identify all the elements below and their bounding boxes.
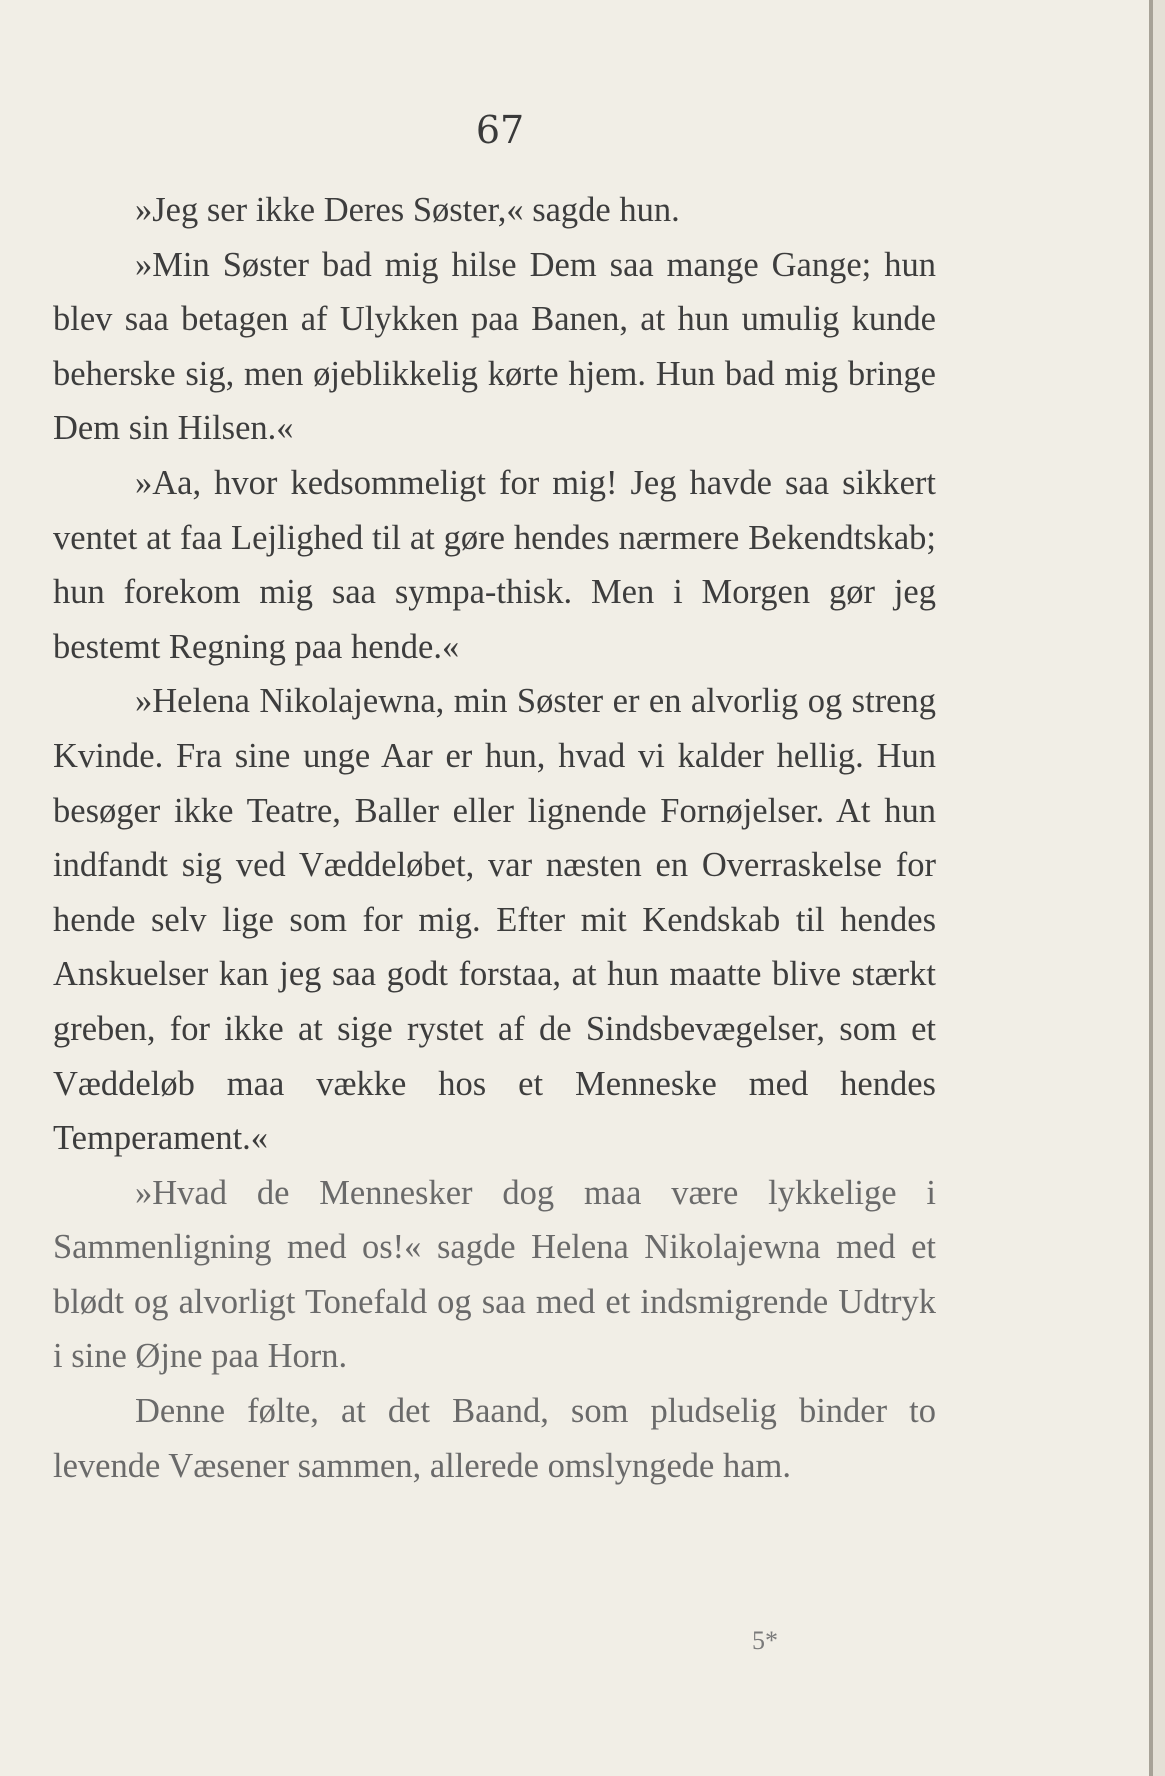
printer-signature: 5* xyxy=(752,1626,778,1655)
paragraph: »Helena Nikolajewna, min Søster er en alvorlig og streng Kvinde. Fra sine unge Aar er hun, hvad vi kalder hellig. Hun besøger ikke Teatre, Baller eller lignende Fornøjelser. At hun indfandt sig ved Væddeløbet, var næsten en Overraskelse for hende selv lige som for mig. Efter mit Kendskab til hendes Anskuelser kan jeg saa godt forstaa, at hun maatte blive stærkt greben, for ikke at sige rystet af de Sindsbevægelser, som et Væddeløb maa vække hos et Menneske med hendes Temperament.« xyxy=(53,682,936,1158)
body-text xyxy=(53,183,936,1493)
paragraph: »Aa, hvor kedsommeligt for mig! Jeg havde saa sikkert ventet at faa Lejlighed til at gøre hendes nærmere Bekendtskab; hun forekom mig saa sympa-thisk. Men i Morgen gør jeg bestemt Regning paa hende.« xyxy=(53,463,936,666)
page-number: 67 xyxy=(475,108,525,152)
paragraph: »Min Søster bad mig hilse Dem saa mange Gange; hun blev saa betagen af Ulykken paa Banen, at hun umulig kunde beherske sig, men øjeblikkelig kørte hjem. Hun bad mig bringe Dem sin Hilsen.« xyxy=(53,245,936,448)
paragraph: Denne følte, at det Baand, som pludselig binder to levende Væsener sammen, allerede omslyngede ham. xyxy=(53,1392,936,1485)
page-edge-line xyxy=(1149,0,1153,1776)
paragraph: »Jeg ser ikke Deres Søster,« sagde hun. xyxy=(135,191,680,229)
page-edge-shadow xyxy=(1153,0,1165,1776)
paragraph: »Hvad de Mennesker dog maa være lykkelige i Sammenligning med os!« sagde Helena Nikolajewna med et blødt og alvorligt Tonefald og saa med et indsmigrende Udtryk i sine Øjne paa Horn. xyxy=(53,1173,936,1376)
